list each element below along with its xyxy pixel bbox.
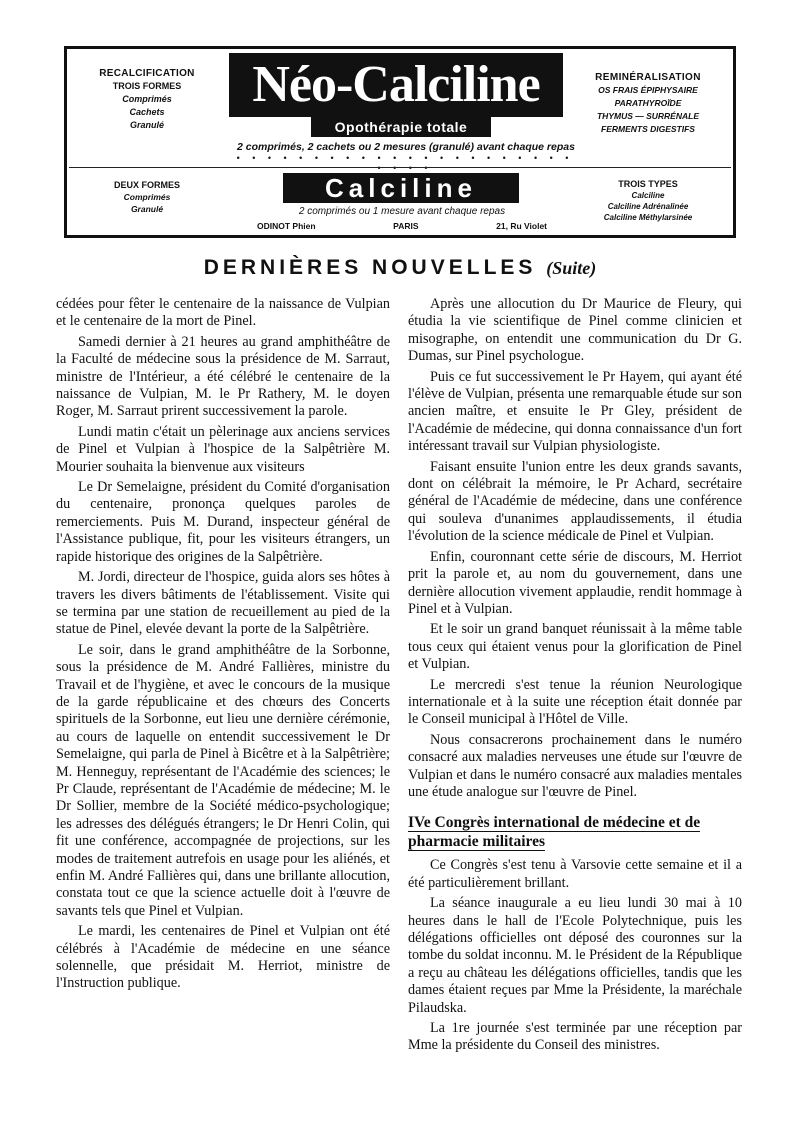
paragraph: Le mercredi s'est tenue la réunion Neurologique internationale et à la suite une réception était donnée par le Conseil municipal à l'Hôtel de Ville.	[408, 676, 742, 728]
brand-calciline: Calciline	[283, 173, 519, 203]
ad-type-item: Calciline	[631, 191, 665, 200]
dosage-secondary: 2 comprimés ou 1 mesure avant chaque repas	[298, 206, 506, 217]
ad-form-item: Comprimés	[123, 192, 171, 202]
manufacturer-city: PARIS	[393, 221, 419, 231]
manufacturer-line	[257, 221, 547, 231]
ad-ingredient-item: PARATHYROÏDE	[614, 98, 682, 108]
ad-ingredient-item: OS FRAIS ÉPIPHYSAIRE	[598, 85, 698, 95]
ad-type-item: Calciline Adrénalinée	[607, 202, 689, 211]
paragraph: La 1re journée s'est terminée par une réception par Mme la présidente du Conseil des ministres.	[408, 1020, 742, 1054]
paragraph: Enfin, couronnant cette série de discours, M. Herriot prit la parole et, au nom du gouvernement, dans une dernière allocution vivement applaudie, rendit hommage à Pinel et à Vulpian.	[408, 548, 742, 617]
article-headline	[60, 256, 740, 280]
paragraph: Samedi dernier à 21 heures au grand amphithéâtre de la Faculté de médecine sous la présidence de M. Sarraut, ministre de l'Intérieur, a été célébré le centenaire de la naissance de Vulpian, M. le Pr Rathery, M. le doyen Roger, M. Sarraut prirent successivement la parole.	[56, 333, 390, 420]
ad-form-item: Cachets	[129, 107, 165, 117]
section-heading-text: IVe Congrès international de médecine et de pharmacie militaires	[408, 814, 701, 851]
paragraph: Faisant ensuite l'union entre les deux grands savants, dont on célébrait la mémoire, le Pr Achard, secrétaire général de l'Académie de médecine, dans une conférence qui souleva d'unanimes applaudissements, il étudia l'évolution de la science médicale de Pinel et Vulpian.	[408, 458, 742, 545]
ad-form-item: Comprimés	[122, 94, 172, 104]
paragraph: cédées pour fêter le centenaire de la naissance de Vulpian et le centenaire de la mort de Pinel.	[56, 296, 390, 330]
paragraph: Puis ce fut successivement le Pr Hayem, qui ayant été l'élève de Vulpian, présenta une remarquable étude sur son ancien maître, et ensuite le Pr Gley, président de l'Académie de médecine, qui donna connaissance d'un fort intéressant travail sur Vulpian physiologiste.	[408, 368, 742, 455]
paragraph: Après une allocution du Dr Maurice de Fleury, qui étudia la vie scientifique de Pinel comme clinicien et misographe, on entendit une communication du Dr G. Dumas, sur Pinel psychologue.	[408, 296, 742, 365]
ad-form-item: Granulé	[129, 120, 164, 130]
ad-ingredient-item: THYMUS — SURRÉNALE	[596, 111, 699, 121]
ad-three-types-block	[573, 179, 723, 223]
ad-two-forms-heading: DEUX FORMES	[113, 180, 180, 190]
ad-remineralisation-block	[573, 71, 723, 136]
dotted-divider: • • • • • • • • • • • • • • • • • • • • • • • • • •	[236, 153, 574, 173]
ad-three-forms-label: TROIS FORMES	[112, 81, 182, 91]
ad-type-item: Calciline Méthylarsinée	[603, 213, 693, 222]
paragraph: M. Jordi, directeur de l'hospice, guida alors ses hôtes à travers les divers bâtiments de l'établissement. Visite qui se termina par une station de recueillement au pied de la statue de Pinel, elevée devant la porte de la Salpêtrière.	[56, 569, 390, 638]
paragraph: Lundi matin c'était un pèlerinage aux anciens services de Pinel et Vulpian à l'hospice de la Salpêtrière M. Mourier souhaita la bienvenue aux visiteurs	[56, 423, 390, 475]
headline-text: DERNIÈRES NOUVELLES	[203, 256, 537, 279]
ad-three-types-heading: TROIS TYPES	[618, 179, 678, 189]
ad-recalcification-block	[77, 67, 217, 132]
right-column	[408, 296, 742, 1058]
paragraph: La séance inaugurale a eu lieu lundi 30 mai à 10 heures dans le hall de l'Ecole Polytechnique, puis les délégations officielles ont déposé des couronnes sur la tombe du soldat inconnu. M. le Président de la République a reçu au château les délégations officielles, tandis que les dames étaient reçues par Mme la Présidente, la maréchale Pilaudska.	[408, 895, 742, 1016]
paragraph: Et le soir un grand banquet réunissait à la même table tous ceux qui étaient venus pour la glorification de Pinel et Vulpian.	[408, 621, 742, 673]
paragraph: Ce Congrès s'est tenu à Varsovie cette semaine et il a été particulièrement brillant.	[408, 857, 742, 891]
ad-ingredient-item: FERMENTS DIGESTIFS	[601, 124, 695, 134]
manufacturer-address: 21, Ru Violet	[496, 221, 547, 231]
left-column	[56, 296, 390, 996]
ad-form-item: Granulé	[130, 204, 164, 214]
paragraph: Nous consacrerons prochainement dans le numéro consacré aux maladies nerveuses une étude sur l'œuvre de Vulpian et dans le numéro consacré aux maladies mentales une étude analogue sur l'œuvre de Pinel.	[408, 731, 743, 800]
brand-neo-calciline: Néo-Calciline	[229, 53, 563, 117]
ad-divider-line	[69, 167, 731, 168]
paragraph: Le soir, dans le grand amphithéâtre de la Sorbonne, sous la présidence de M. André Fallières, ministre du Travail et de l'hygiène, et avec le concours de la musique de la garde républicaine et des chœurs des Concerts spirituels de la Sorbonne, eut lieu une dernière cérémonie, au cours de laquelle on entendit successivement le Dr Semelaigne, qui parla de Pinel à Bicêtre et à la Salpêtrière; M. Henneguy, représentant de l'Académie des sciences; le Pr Claude, représentant de l'Académie de médecine; M. le Dr Sollier, membre de la Société médico-psychologique; les adresses des délégués étrangers; le Dr Henri Colin, qui fit une conférence, accompagnée de projections, sur les modes de traitement autrefois en usage pour les aliénés, et enfin M. André Fallières qui, dans une brillante allocution, constata tout ce que la science actuelle doit à l'œuvre de savants tels que Pinel et Vulpian.	[56, 641, 390, 919]
dosage-main: 2 comprimés, 2 cachets ou 2 mesures (granulé) avant chaque repas	[237, 141, 575, 153]
ad-recalcification-heading: RECALCIFICATION	[99, 68, 195, 79]
headline-suffix: (Suite)	[546, 258, 597, 278]
manufacturer-name: ODINOT Phien	[257, 221, 316, 231]
ad-remineralisation-heading: REMINÉRALISATION	[595, 72, 701, 83]
paragraph: Le Dr Semelaigne, président du Comité d'organisation du centenaire, prononça quelques paroles de remerciements. Puis M. Durand, inspecteur général de l'Assistance publique, fit, pour les visiteurs étrangers, un rapide historique des origines de la Salpêtrière.	[56, 479, 390, 565]
ad-two-forms-block	[77, 179, 217, 215]
brand-tagline: Opothérapie totale	[311, 117, 491, 137]
advertisement-box	[64, 46, 736, 238]
section-heading	[408, 813, 742, 851]
paragraph: Le mardi, les centenaires de Pinel et Vulpian ont été célébrés à l'Académie de médecine en une séance solennelle, que présidait M. Herriot, ministre de l'Instruction publique.	[56, 923, 390, 992]
